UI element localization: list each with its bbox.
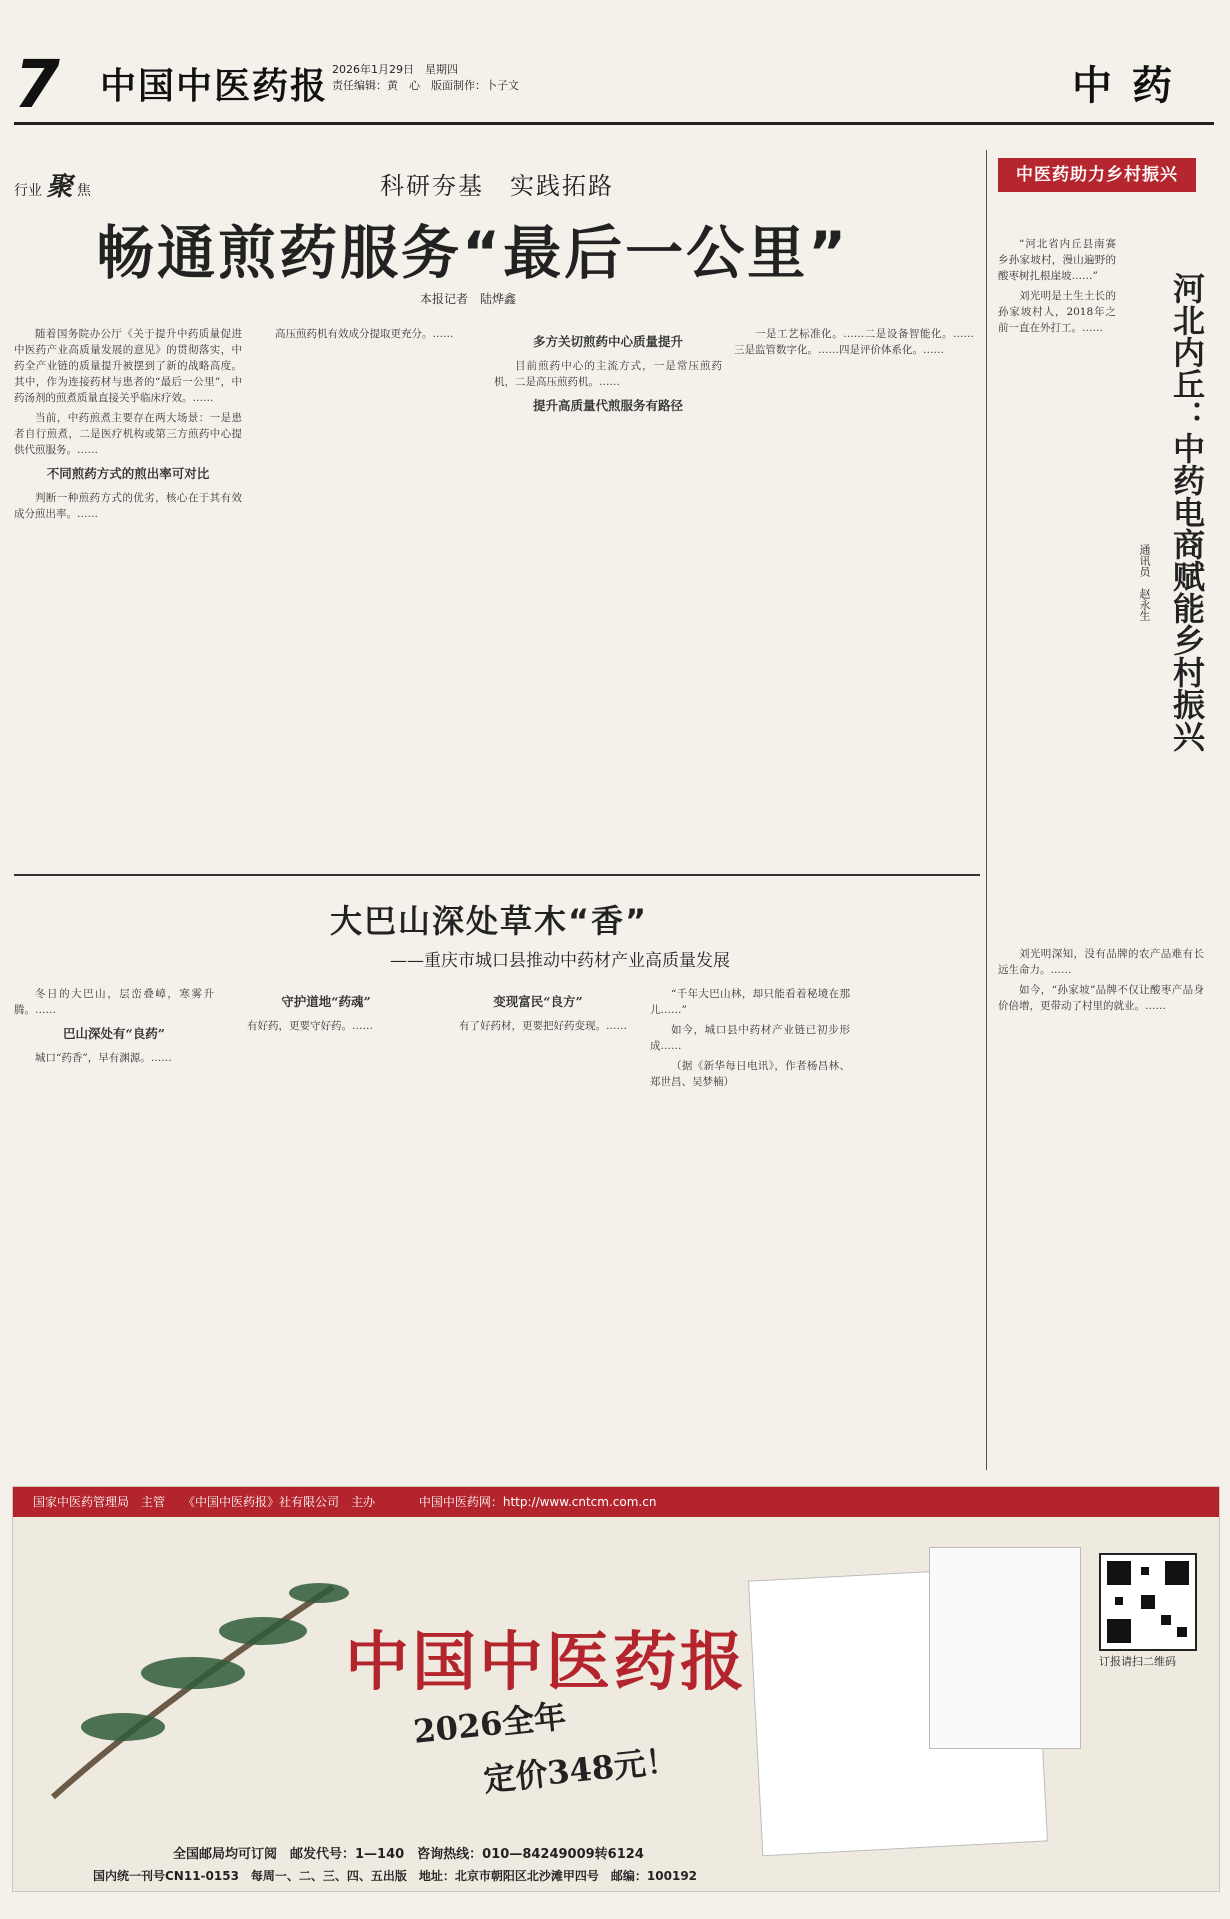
article1-subhead: 不同煎药方式的煎出率可对比	[46, 466, 210, 481]
article1-para: 目前煎药中心的主流方式，一是常压煎药机，二是高压煎药机。……	[494, 360, 722, 388]
qr-label: 订报请扫二维码	[1099, 1655, 1176, 1668]
qr-code-icon[interactable]	[1099, 1553, 1197, 1651]
pine-branch-illustration	[33, 1547, 353, 1807]
advert-topbar	[13, 1487, 1219, 1517]
article2-credit: （据《新华每日电讯》，作者杨昌林、郑世昌、吴梦楠）	[650, 1060, 850, 1088]
advert-footer: 国内统一刊号CN11-0153 每周一、二、三、四、五出版 地址：北京市朝阳区北沙滩甲四号 邮编：100192	[93, 1869, 698, 1883]
article2-para: 有了好药材，更要把好药变现。……	[459, 1020, 627, 1032]
sidebar-column-tag: 中医药助力乡村振兴	[998, 158, 1196, 192]
article2-subheadline: ——重庆市城口县推动中药材产业高质量发展	[390, 951, 730, 971]
article2-headline: 大巴山深处草木“香”	[330, 902, 649, 940]
article2-para: “千年大巴山林，却只能看着秘境在那儿……”	[650, 988, 850, 1016]
sidebar-column-wide	[998, 946, 1204, 1466]
article2-column-2	[226, 986, 426, 1470]
issue-date: 2026年1月29日 星期四	[332, 63, 458, 76]
sidebar-column-narrow	[998, 236, 1116, 936]
masthead	[14, 46, 1214, 125]
article1-para: 判断一种煎药方式的优劣，核心在于其有效成分煎出率。……	[14, 492, 242, 520]
sidebar-headline: 河北内丘：中药电商赋能乡村振兴	[1168, 272, 1206, 752]
article2-column-1	[14, 986, 214, 1470]
advert-website[interactable]: 中国中医药网：http://www.cntcm.com.cn	[418, 1495, 657, 1509]
article2-para: 如今，城口县中药材产业链已初步形成……	[650, 1024, 850, 1052]
article2-column-4	[650, 986, 850, 1470]
advert-price-line-1: 2026全年	[411, 1697, 568, 1751]
article1-byline: 本报记者 陆烨鑫	[420, 292, 517, 306]
article1-column-4	[734, 326, 974, 866]
article1-column-3	[494, 326, 722, 866]
article1-column-2	[254, 326, 482, 866]
sidebar-divider	[986, 150, 987, 1470]
advert-price-line-2: 定价348元！	[481, 1740, 680, 1800]
article1-para: 高压煎药机有效成分提取更充分。……	[275, 328, 454, 340]
subscription-advert	[12, 1486, 1220, 1892]
advert-sponsors: 国家中医药管理局 主管 《中国中医药报》社有限公司 主办	[33, 1495, 376, 1509]
sidebar-para: 如今，“孙家坡”品牌不仅让酸枣产品身价倍增，更带动了村里的就业。……	[998, 984, 1204, 1012]
article1-headline: 畅通煎药服务“最后一公里”	[96, 219, 850, 287]
column-tag-big-char: 聚	[46, 172, 73, 202]
article2-subhead: 守护道地“药魂”	[281, 994, 371, 1009]
article2-para: 有好药，更要守好药。……	[247, 1020, 373, 1032]
advert-brand: 中国中医药报	[345, 1625, 747, 1700]
article1-para: 随着国务院办公厅《关于提升中药质量促进中医药产业高质量发展的意见》的贯彻落实，中药全产业链的质量提升被摆到了新的战略高度。其中，作为连接药材与患者的“最后一公里”，中药汤剂的煎煮质量直接关乎临床疗效。……	[14, 328, 242, 404]
sidebar-para: 刘光明深知，没有品牌的农产品难有长远生命力。……	[998, 948, 1204, 976]
article1-subhead: 多方关切煎药中心质量提升	[532, 334, 683, 349]
newspaper-preview-image-2	[929, 1547, 1081, 1749]
article1-para: 一是工艺标准化。……二是设备智能化。……三是监管数字化。……四是评价体系化。……	[734, 328, 974, 356]
newspaper-brand: 中国中医药报	[100, 65, 329, 107]
article1-para: 当前，中药煎煮主要存在两大场景：一是患者自行煎煮，二是医疗机构或第三方煎药中心提供代煎服务。……	[14, 412, 242, 456]
article2-subhead: 变现富民“良方”	[493, 994, 583, 1009]
section-title: 中药	[1072, 62, 1192, 109]
article2-subhead: 巴山深处有“良药”	[63, 1026, 165, 1041]
article2-para: 城口“药香”，早有渊源。……	[35, 1052, 172, 1064]
advert-subscribe-info: 全国邮局均可订阅 邮发代号：1—140 咨询热线：010—84249009转6124	[173, 1847, 644, 1862]
sidebar-para: 刘光明是土生土长的孙家坡村人，2018年之前一直在外打工。……	[998, 290, 1116, 334]
sidebar-para: “河北省内丘县南赛乡孙家坡村，漫山遍野的酸枣树扎根崖坡……”	[998, 238, 1116, 282]
article2-column-3	[438, 986, 638, 1470]
dateline	[332, 62, 519, 94]
article1-column-1	[14, 326, 242, 866]
column-tag: 行业 聚 焦	[14, 172, 91, 202]
article2-para: 冬日的大巴山，层峦叠嶂，寒雾升腾。……	[14, 988, 214, 1016]
article-divider	[14, 874, 980, 876]
article1-subtitle: 科研夯基 实践拓路	[380, 172, 614, 200]
qr-pattern	[1101, 1555, 1195, 1649]
sidebar-byline: 通讯员 赵永生	[1138, 544, 1151, 621]
editor-credits: 责任编辑：黄 心 版面制作：卜子文	[332, 79, 519, 92]
article1-subhead: 提升高质量代煎服务有路径	[532, 398, 683, 413]
page-number: 7	[14, 46, 60, 123]
